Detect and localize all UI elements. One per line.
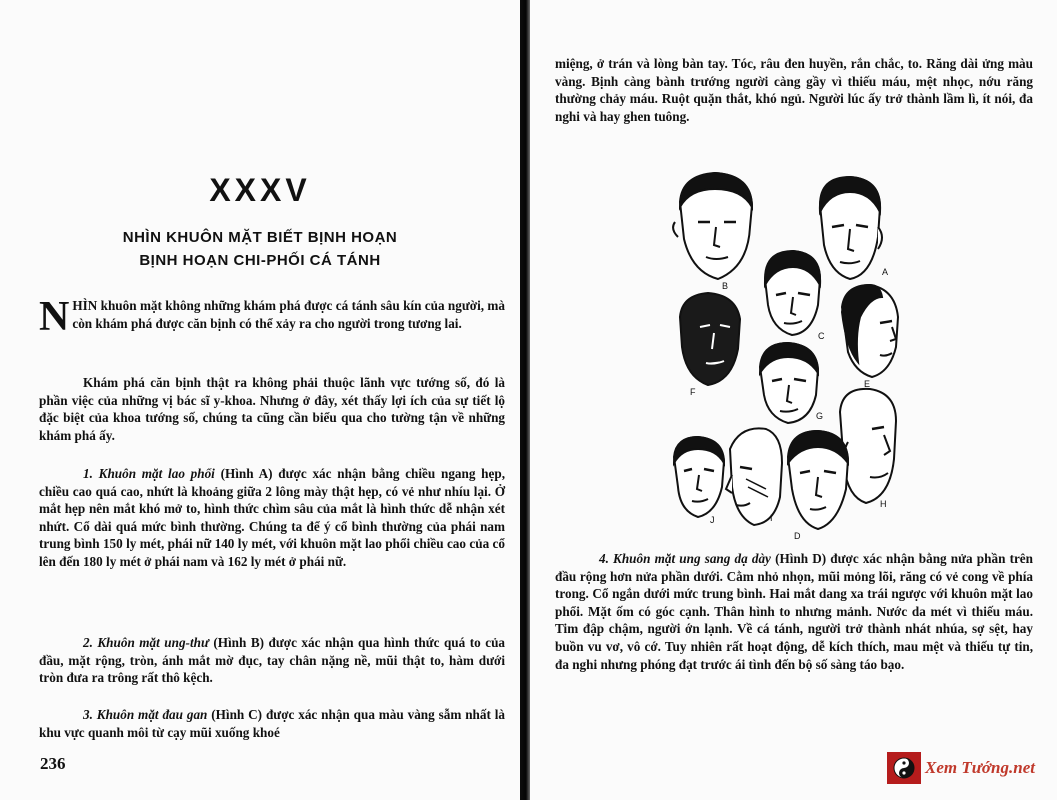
face-h [840,389,896,503]
watermark-text: Xem Tướng.net [925,758,1035,777]
figure-label-a: A [882,267,889,277]
figure-label-f: F [690,387,696,397]
face-e [842,285,898,377]
figure-label-b: B [722,281,729,291]
figure-label-e: E [864,379,871,389]
item-1-paragraph [39,465,505,571]
face-i [726,428,782,525]
faces-illustration [670,167,900,545]
figure-label-c: C [818,331,825,341]
right-page [530,0,1057,800]
face-d [788,431,848,529]
item-2-label: 2. Khuôn mặt ung-thư [83,635,209,650]
figure-label-h: H [880,499,887,509]
figure-label-j: J [710,515,715,525]
face-f [680,293,740,385]
item-4-paragraph [555,550,1033,673]
drop-cap: N [39,294,70,340]
left-page [0,0,520,800]
site-watermark[interactable] [887,752,1053,784]
face-b [673,173,752,279]
face-g [760,343,818,423]
item-2-text: (Hình B) được xác nhận qua hình thức quá to của đầu, mặt rộng, tròn, ánh mắt mờ đục, tay chân nặng nề, mũi thật to, hàm dưới tròn đưa ra trông rất thô kệch. [39,635,505,686]
book-gutter [520,0,530,800]
figure-label-g: G [816,411,824,421]
figure-label-i: I [770,513,773,523]
item-2-paragraph [39,634,505,687]
chapter-title-line-2: BỊNH HOẠN CHI-PHỐI CÁ TÁNH [139,252,381,269]
item-3-text: (Hình C) được xác nhận qua màu vàng sẫm nhất là khu vực quanh môi từ cạy mũi xuống khoé [39,707,505,740]
item-4-text: (Hình D) được xác nhận bằng nửa phần trên đầu rộng hơn nửa phần dưới. Cằm nhỏ nhọn, mũi mỏng lõi, răng có vẻ cong về phía trong. Cổ ngắn dưới mức trung bình. Hai mắt dang xa trái ngược với khuôn mặt lao phổi. Mặt ốm có góc cạnh. Thân hình to nhưng mảnh. Nước da mét vì thiếu máu. Tim đập chậm, người ớn lạnh. Về cá tánh, người trở thành nhát nhúa, sợ sệt, hay buồn vu vơ, vô cớ. Tuy nhiên rất hoạt động, dễ kích thích, mau mệt và thiếu tự tin, đa nghi nhưng phóng đạt trước ái tình đến bộ số sàng táo bạo. [555,551,1033,672]
face-c [765,251,820,335]
intro-paragraph [39,294,505,340]
face-j [674,437,724,517]
figure-label-d: D [794,531,801,541]
intro-text: HÌN khuôn mặt không những khám phá được cá tánh sâu kín của người, mà còn khám phá được căn bịnh có thể xảy ra cho người trong tương lai. [72,298,505,331]
item-1-label: 1. Khuôn mặt lao phổi [83,466,215,481]
item-1-text: (Hình A) được xác nhận bằng chiều ngang hẹp, chiều cao quá cao, nhứt là khoảng giữa 2 lông mày thật hẹp, có vẻ như nhíu lại. Ở mắt hẹp nên mắt khó mở to, hình thức chìm sâu của mắt là hình thức dễ nhận xét nhứt. Cổ dài quá mức bình thường. Chúng ta để ý cổ bình thường của phái nam trung bình 150 ly mét, phái nữ 140 ly mét, với khuôn mặt lao phổi chiều cao của cổ lên đến 180 ly mét ở phái nam và 162 ly mét ở phái nữ. [39,466,506,569]
item-3-paragraph [39,706,505,741]
chapter-title-line-1: NHÌN KHUÔN MẶT BIẾT BỊNH HOẠN [122,229,398,246]
continued-paragraph: miệng, ở trán và lòng bàn tay. Tóc, râu đen huyền, rắn chắc, to. Răng dài ửng màu vàng. Bịnh càng bành trướng người càng gầy vì thiếu máu, mệt nhọc, nớu răng thường chảy máu. Ruột quặn thắt, khó ngủ. Người lúc ấy trở thành lầm lì, ít nói, đa nghi và hay ghen tuông. [555,56,1033,124]
item-4-label: 4. Khuôn mặt ung sang dạ dày [599,551,771,566]
face-a [820,177,882,279]
paragraph-2: Khám phá căn bịnh thật ra không phải thuộc lãnh vực tướng số, đó là phần việc của những vị bác sĩ y-khoa. Nhưng ở đây, xét thấy lợi ích của sự tiết lộ đặc biệt của khoa tướng số, chúng ta cũng cần biểu qua cho tường tận về những khám phá ấy. [39,375,505,443]
yin-yang-logo-icon [887,752,921,784]
chapter-number: XXXV [209,172,311,208]
item-3-label: 3. Khuôn mặt đau gan [83,707,208,722]
page-number: 236 [40,754,66,773]
